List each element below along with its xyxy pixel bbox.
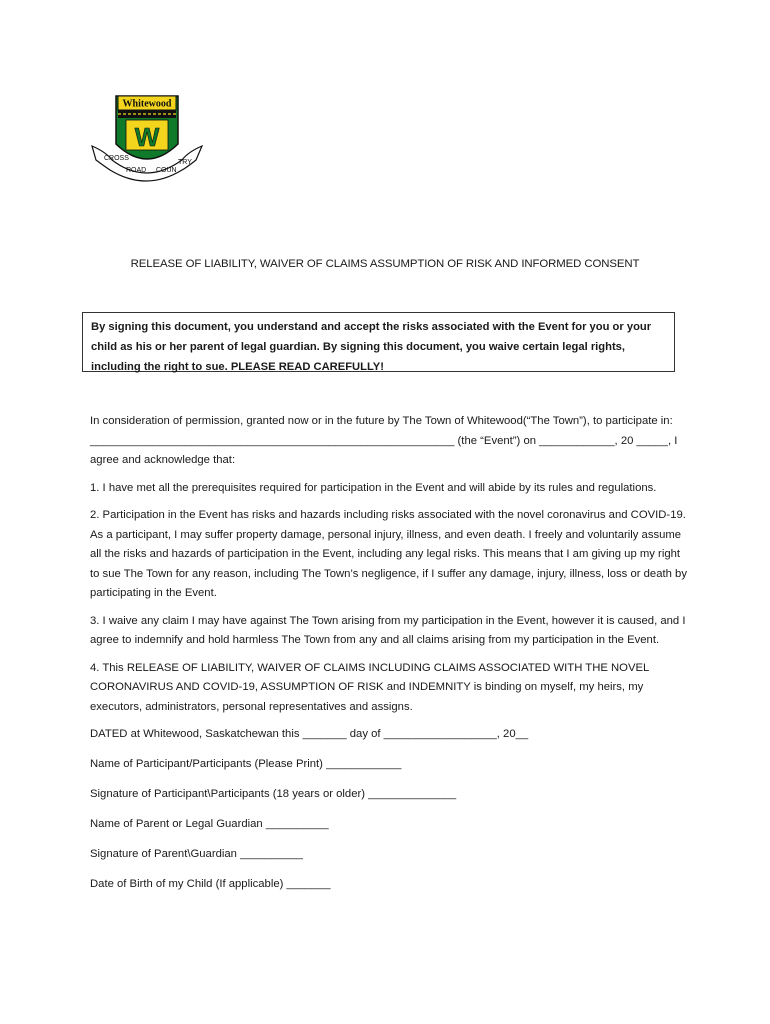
dated-line[interactable]: DATED at Whitewood, Saskatchewan this _______ day of __________________, 20__ (90, 728, 529, 740)
guardian-signature-line[interactable]: Signature of Parent\Guardian __________ (90, 848, 303, 860)
town-logo (86, 88, 206, 188)
clause-1: 1. I have met all the prerequisites required for participation in the Event and will abide by its rules and regulations. (90, 481, 657, 494)
whitewood-crest-icon (86, 88, 206, 188)
warning-notice-box: By signing this document, you understand and accept the risks associated with the Event for you or your child as his or her parent of legal guardian. By signing this document, you waive certain legal rights, including the right to sue. PLEASE READ CAREFULLY! (82, 312, 675, 372)
document-title: RELEASE OF LIABILITY, WAIVER OF CLAIMS ASSUMPTION OF RISK AND INFORMED CONSENT (130, 258, 640, 270)
participant-name-line[interactable]: Name of Participant/Participants (Please Print) ____________ (90, 758, 402, 770)
child-dob-line[interactable]: Date of Birth of my Child (If applicable) _______ (90, 878, 331, 890)
svg-text:CROSSROAD COUNTRY: CROSS ROAD COUNTRY (104, 155, 192, 174)
svg-text:Whitewood: Whitewood (122, 98, 172, 110)
document-body (90, 412, 690, 905)
clause-2: 2. Participation in the Event has risks and hazards including risks associated with the novel coronavirus and COVID-19. As a participant, I may suffer property damage, personal injury, illness, and even death. I freely and voluntarily assume all the risks and hazards of participation in the Event, including any legal risks. This means that I am giving up my right to sue The Town for any reason, including The Town’s negligence, if I suffer any damage, injury, illness, loss or death by participating in the Event. (90, 509, 687, 599)
clause-3: 3. I waive any claim I may have against The Town arising from my participation in the Event, however it is caused, and I agree to indemnify and hold harmless The Town from any and all claims arising from my participation in the Event. (90, 614, 686, 646)
clause-4: 4. This RELEASE OF LIABILITY, WAIVER OF CLAIMS INCLUDING CLAIMS ASSOCIATED WITH THE NOVEL CORONAVIRUS AND COVID-19, ASSUMPTION OF RISK and INDEMNITY is binding on myself, my heirs, my executors, administrators, personal representatives and assigns. (90, 661, 649, 713)
svg-text:W: W (134, 122, 160, 152)
participant-signature-line[interactable]: Signature of Participant\Participants (18 years or older) ______________ (90, 788, 457, 800)
intro-paragraph: In consideration of permission, granted now or in the future by The Town of Whitewood(“The Town”), to participate in: __________________________________________________________ (the “Event”) on ____________, 20 _____, I agree and acknowledge that: (90, 415, 678, 466)
guardian-name-line[interactable]: Name of Parent or Legal Guardian __________ (90, 818, 329, 830)
